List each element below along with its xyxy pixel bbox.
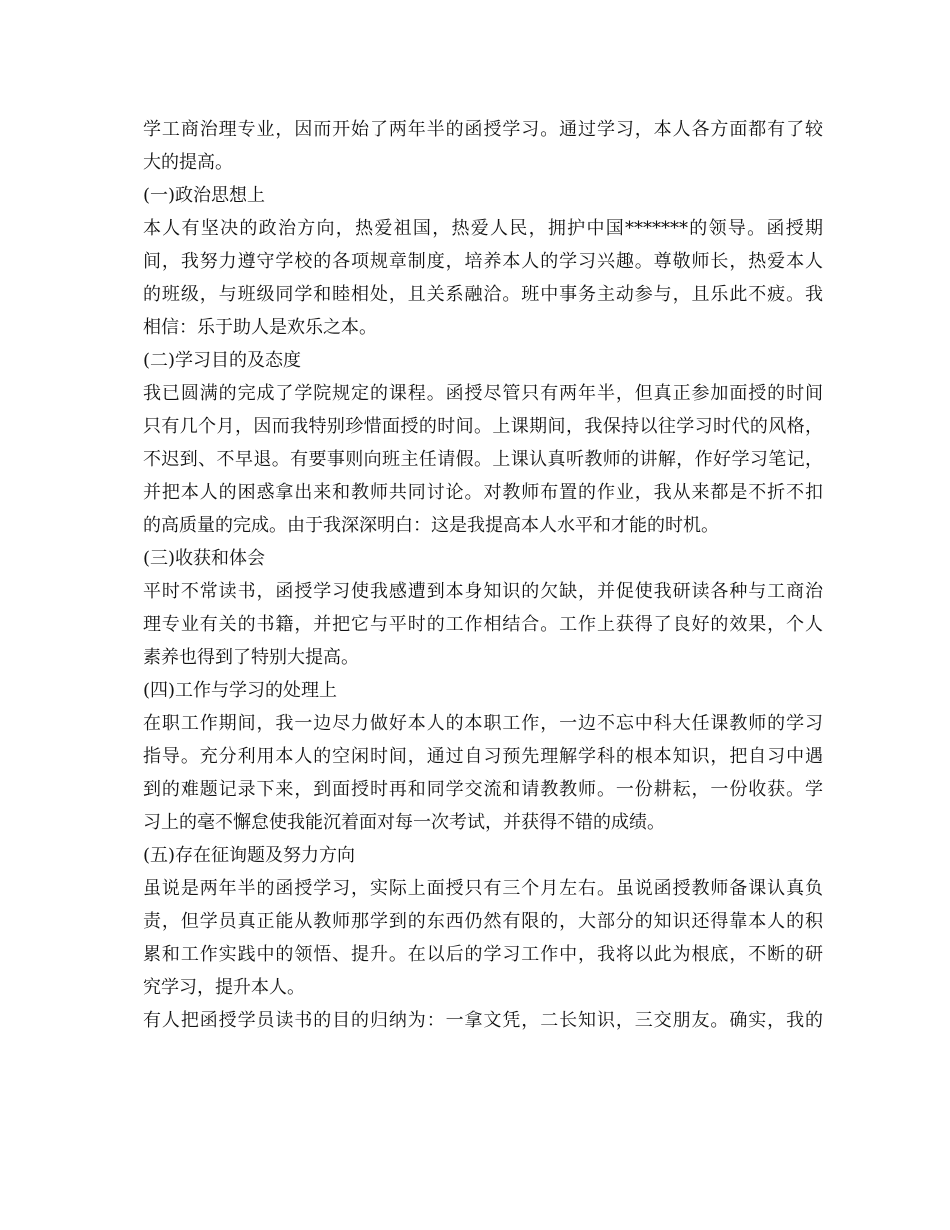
text-line: 虽说是两年半的函授学习，实际上面授只有三个月左右。虽说函授教师备课认真负 (143, 878, 823, 899)
text-line: 的班级，与班级同学和睦相处，且关系融洽。班中事务主动参与，且乐此不疲。我 (143, 284, 823, 305)
text-line: 间，我努力遵守学校的各项规章制度，培养本人的学习兴趣。尊敬师长，热爱本人 (143, 251, 823, 272)
text-line: 在职工作期间，我一边尽力做好本人的本职工作，一边不忘中科大任课教师的学习 (143, 713, 823, 734)
text-line: 累和工作实践中的领悟、提升。在以后的学习工作中，我将以此为根底，不断的研 (143, 944, 823, 965)
section-heading: (二)学习目的及态度 (143, 350, 302, 371)
text-line: 平时不常读书，函授学习使我感遭到本身知识的欠缺，并促使我研读各种与工商治 (143, 581, 823, 602)
text-line: 素养也得到了特别大提高。 (143, 647, 359, 668)
text-line: 我已圆满的完成了学院规定的课程。函授尽管只有两年半，但真正参加面授的时间 (143, 383, 823, 404)
document-body (143, 113, 823, 1037)
text-line: 只有几个月，因而我特别珍惜面授的时间。上课期间，我保持以往学习时代的风格， (143, 416, 823, 437)
text-line: 本人有坚决的政治方向，热爱祖国，热爱人民，拥护中国*******的领导。函授期 (143, 218, 823, 239)
text-line: 相信：乐于助人是欢乐之本。 (143, 317, 377, 338)
text-line: 学工商治理专业，因而开始了两年半的函授学习。通过学习，本人各方面都有了较 (143, 119, 823, 140)
section-heading: (三)收获和体会 (143, 548, 266, 569)
section-heading: (一)政治思想上 (143, 185, 266, 206)
section-heading: (四)工作与学习的处理上 (143, 680, 338, 701)
text-line: 理专业有关的书籍，并把它与平时的工作相结合。工作上获得了良好的效果，个人 (143, 614, 823, 635)
section-heading: (五)存在征询题及努力方向 (143, 845, 356, 866)
text-line: 大的提高。 (143, 152, 233, 173)
text-line: 到的难题记录下来，到面授时再和同学交流和请教教师。一份耕耘，一份收获。学 (143, 779, 823, 800)
text-line: 并把本人的困惑拿出来和教师共同讨论。对教师布置的作业，我从来都是不折不扣 (143, 482, 823, 503)
text-line: 习上的毫不懈怠使我能沉着面对每一次考试，并获得不错的成绩。 (143, 812, 665, 833)
text-line: 责，但学员真正能从教师那学到的东西仍然有限的，大部分的知识还得靠本人的积 (143, 911, 823, 932)
text-line: 究学习，提升本人。 (143, 977, 305, 998)
text-line: 指导。充分利用本人的空闲时间，通过自习预先理解学科的根本知识，把自习中遇 (143, 746, 823, 767)
text-line: 的高质量的完成。由于我深深明白：这是我提高本人水平和才能的时机。 (143, 515, 719, 536)
text-line: 不迟到、不早退。有要事则向班主任请假。上课认真听教师的讲解，作好学习笔记， (143, 449, 823, 470)
text-line: 有人把函授学员读书的目的归纳为：一拿文凭，二长知识，三交朋友。确实，我的 (143, 1010, 823, 1031)
